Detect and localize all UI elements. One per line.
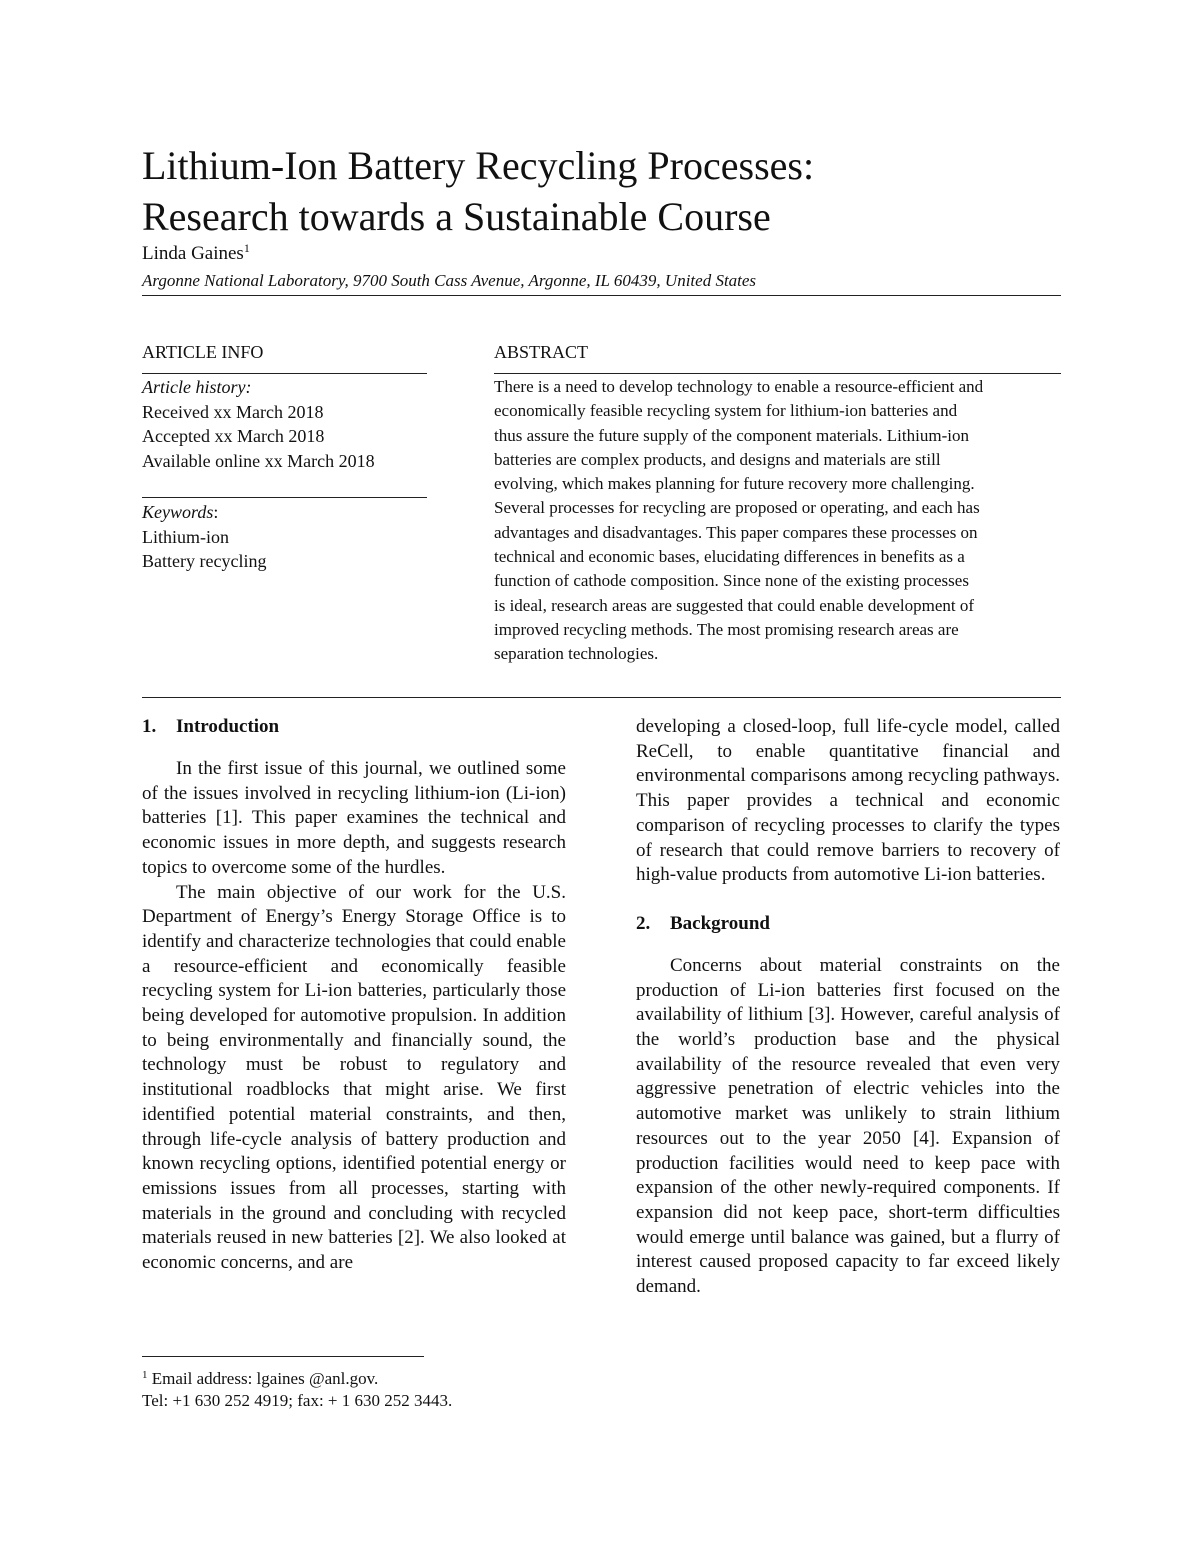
footnote-phone: Tel: +1 630 252 4919; fax: + 1 630 252 3443. <box>142 1391 453 1410</box>
title-line-2: Research towards a Sustainable Course <box>142 194 771 239</box>
section-2-heading <box>636 912 1060 936</box>
intro-paragraph-2: The main objective of our work for the U.S. Department of Energy’s Energy Storage Office is to identify and characterize technologies that could enable a resource-efficient and economically feasible recycling system for Li-ion batteries, particularly those being developed for automotive propulsion. In addition to being environmentally and financially sound, the technology must be robust to regulatory and institutional roadblocks that might arise. We first identified potential material constraints, and then, through life-cycle analysis of battery production and known recycling options, identified potential energy or emissions issues from all processes, starting with materials in the ground and concluding with recycled materials reused in new batteries [2]. We also looked at economic concerns, and are <box>142 881 566 1274</box>
section-1-title: Introduction <box>176 716 280 737</box>
history-online: Available online xx March 2018 <box>142 450 375 471</box>
keywords-block <box>142 500 427 574</box>
title-line-1: Lithium-Ion Battery Recycling Processes: <box>142 143 815 188</box>
background-paragraph-1: Concerns about material constraints on the production of Li-ion batteries first focused on the availability of lithium [3]. However, careful analysis of the world’s production base and the physical availability of the resource revealed that even very aggressive penetration of electric vehicles into the automotive market was unlikely to strain lithium resources out to the year 2050 [4]. Expansion of production facilities would need to keep pace with expansion of the other newly-required components. If expansion did not keep pace, short-term difficulties would emerge until balance was gained, but a flurry of interest caused proposed capacity to far exceed likely demand. <box>636 954 1060 1298</box>
article-history <box>142 375 427 473</box>
abstract-line: thus assure the future supply of the component materials. Lithium-ion <box>494 425 969 445</box>
section-2-number: 2. <box>636 912 651 934</box>
affiliation: Argonne National Laboratory, 9700 South Cass Avenue, Argonne, IL 60439, United States <box>142 271 757 290</box>
article-history-label: Article history: <box>142 377 252 397</box>
article-info-heading: ARTICLE INFO <box>142 342 264 362</box>
abstract-line: evolving, which makes planning for future recovery more challenging. <box>494 474 975 494</box>
keywords-label: Keywords <box>142 502 214 522</box>
right-column <box>636 715 1060 1300</box>
header-rule <box>142 295 1061 296</box>
abstract-line: improved recycling methods. The most promising research areas are <box>494 619 959 639</box>
abstract-heading: ABSTRACT <box>494 342 589 362</box>
author <box>142 242 250 266</box>
abstract-line: function of cathode composition. Since none of the existing processes <box>494 571 969 591</box>
footnote-rule <box>142 1356 424 1357</box>
abstract-line: There is a need to develop technology to enable a resource-efficient and <box>494 377 984 396</box>
abstract-line: Several processes for recycling are proposed or operating, and each has <box>494 498 980 518</box>
abstract-line: advantages and disadvantages. This paper compares these processes on <box>494 522 978 542</box>
footnote <box>142 1368 452 1412</box>
keywords-rule <box>142 497 427 498</box>
abstract-line: is ideal, research areas are suggested that could enable development of <box>494 595 975 615</box>
author-footnote-mark: 1 <box>243 241 250 255</box>
abstract-rule <box>494 373 1061 374</box>
keywords-colon: : <box>213 502 219 522</box>
abstract-line: technical and economic bases, elucidating differences in benefits as a <box>494 547 965 567</box>
section-1-number: 1. <box>142 716 157 737</box>
paper-title <box>142 140 1082 242</box>
keyword-item: Lithium-ion <box>142 526 229 547</box>
left-column <box>142 715 566 1276</box>
section-1-heading <box>142 715 566 739</box>
footnote-email: Email address: lgaines @anl.gov. <box>147 1369 379 1388</box>
author-name: Linda Gaines <box>142 243 244 264</box>
keyword-item: Battery recycling <box>142 551 267 571</box>
abstract-line: separation technologies. <box>494 644 659 664</box>
history-accepted: Accepted xx March 2018 <box>142 426 325 446</box>
history-received: Received xx March 2018 <box>142 401 324 422</box>
article-info-rule <box>142 373 427 374</box>
abstract-line: economically feasible recycling system for lithium-ion batteries and <box>494 401 958 421</box>
abstract-line: batteries are complex products, and designs and materials are still <box>494 449 941 469</box>
abstract-body <box>494 375 1062 667</box>
abstract-bottom-rule <box>142 697 1061 698</box>
intro-paragraph-1: In the first issue of this journal, we outlined some of the issues involved in recycling lithium-ion (Li-ion) batteries [1]. This paper examines the technical and economic issues in more depth, and suggests research topics to overcome some of the hurdles. <box>142 758 566 878</box>
section-2-title: Background <box>670 912 770 934</box>
intro-continuation: developing a closed-loop, full life-cycle model, called ReCell, to enable quantitative financial and environmental comparisons among recycling pathways. This paper provides a technical and economic comparison of recycling processes to clarify the types of research that could remove barriers to recovery of high-value products from automotive Li-ion batteries. <box>636 716 1060 886</box>
footnote-mark: 1 <box>142 1369 148 1381</box>
